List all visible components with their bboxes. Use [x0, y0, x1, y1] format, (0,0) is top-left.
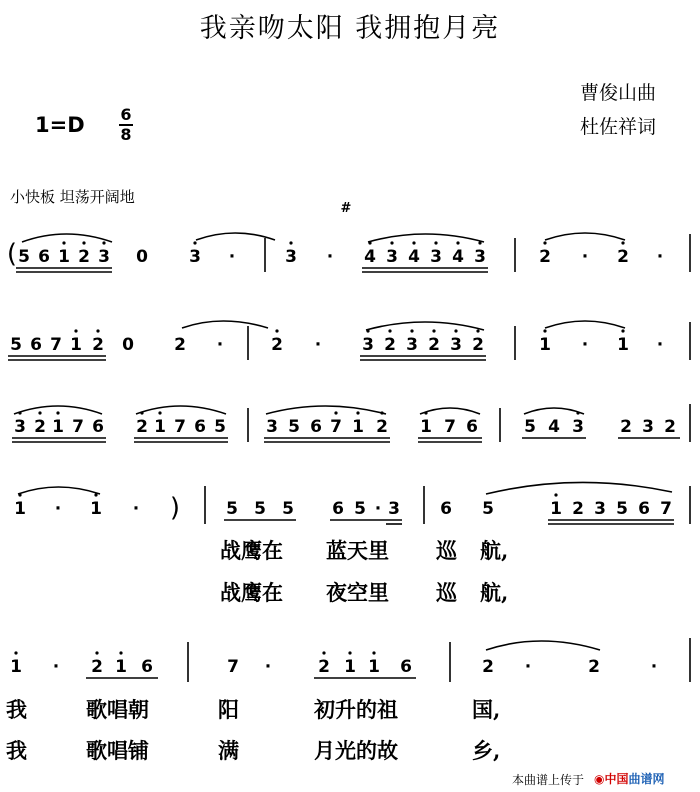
tempo-marking: 小快板 坦荡开阔地 [10, 188, 135, 206]
high-dot [478, 241, 481, 244]
row3-slurs [14, 406, 584, 414]
note: 1 [52, 417, 64, 437]
lyric-syllable: 月光的故 [314, 738, 398, 763]
note: · [216, 335, 224, 355]
high-dot [62, 241, 65, 244]
high-dot [289, 241, 292, 244]
note: 2 [78, 247, 90, 267]
note: 5 [282, 499, 294, 519]
lyric-syllable: 乡, [472, 738, 501, 763]
note: 2 [620, 417, 632, 437]
note: 5 [214, 417, 226, 437]
note: 7 [227, 657, 239, 677]
high-dot [158, 411, 161, 414]
note: 2 [428, 335, 440, 355]
logo-cn: 中国 [604, 772, 629, 786]
note: 3 [285, 247, 297, 267]
high-dot [94, 493, 97, 496]
slur [196, 233, 275, 240]
high-dot [74, 329, 77, 332]
high-dot [38, 411, 41, 414]
high-dot [390, 241, 393, 244]
high-dot [356, 411, 359, 414]
note: 3 [594, 499, 606, 519]
footer-text: 本曲谱上传于 [512, 773, 585, 787]
note: 7 [660, 499, 672, 519]
lyric-syllable: 我 [6, 738, 27, 763]
row2-octave-dots [74, 329, 624, 332]
lyric-syllable: 歌唱朝 [86, 697, 149, 722]
lyric-syllable: 初升的祖 [314, 697, 398, 722]
note: 1 [58, 247, 70, 267]
high-dot [82, 241, 85, 244]
row1-slurs [22, 233, 625, 242]
note: 2 [34, 417, 46, 437]
high-dot [554, 493, 557, 496]
high-dot [412, 241, 415, 244]
high-dot [621, 241, 624, 244]
note: 7 [72, 417, 84, 437]
lyric-syllable: 航, [480, 538, 509, 563]
note: 1 [550, 499, 562, 519]
note: 3 [388, 499, 400, 519]
note: 5 [616, 499, 628, 519]
note: · [524, 657, 532, 677]
note: 1 [368, 657, 380, 677]
row3-notes [14, 417, 676, 437]
note: 3 [98, 247, 110, 267]
high-dot [56, 411, 59, 414]
note: 3 [450, 335, 462, 355]
note: 2 [91, 657, 103, 677]
high-dot [380, 411, 383, 414]
note: 1 [420, 417, 432, 437]
note: 6 [466, 417, 478, 437]
note: 2 [572, 499, 584, 519]
logo-site: 曲谱网 [628, 772, 665, 786]
note: · [581, 335, 589, 355]
note: 2 [376, 417, 388, 437]
row1-octave-dots [62, 241, 624, 244]
high-dot [454, 329, 457, 332]
note: 3 [189, 247, 201, 267]
note: 6 [638, 499, 650, 519]
high-dot [275, 329, 278, 332]
lyric-syllable: 满 [218, 738, 239, 763]
high-dot [366, 329, 369, 332]
note: 3 [406, 335, 418, 355]
note: 6 [92, 417, 104, 437]
note: 4 [548, 417, 560, 437]
note: 1 [14, 499, 26, 519]
lyric-syllable: 战鹰在 [220, 580, 283, 605]
note: 7 [330, 417, 342, 437]
note: · [54, 499, 62, 519]
note: 3 [642, 417, 654, 437]
note: · [132, 499, 140, 519]
high-dot [102, 241, 105, 244]
high-dot [432, 329, 435, 332]
note: 2 [539, 247, 551, 267]
close-parenthesis: ) [169, 493, 181, 523]
high-dot [388, 329, 391, 332]
high-dot [14, 651, 17, 654]
high-dot [434, 241, 437, 244]
slur [22, 234, 112, 242]
note: 2 [318, 657, 330, 677]
lyric-syllable: 国, [472, 697, 501, 722]
note: 2 [271, 335, 283, 355]
slur [524, 408, 584, 414]
note: 0 [136, 247, 148, 267]
high-dot [372, 651, 375, 654]
note: 6 [440, 499, 452, 519]
slur [486, 641, 600, 650]
note: 2 [136, 417, 148, 437]
slur [266, 406, 386, 414]
row2-notes [10, 335, 663, 355]
note: 3 [572, 417, 584, 437]
row3-octave-dots [18, 411, 579, 414]
key-signature: 1=D [35, 113, 85, 137]
note: 3 [474, 247, 486, 267]
note: 6 [400, 657, 412, 677]
lyric-syllable: 阳 [218, 697, 239, 722]
note: 6 [30, 335, 42, 355]
high-dot [96, 329, 99, 332]
note: · [326, 247, 334, 267]
high-dot [476, 329, 479, 332]
note: 5 [482, 499, 494, 519]
high-dot [348, 651, 351, 654]
note: 6 [332, 499, 344, 519]
high-dot [576, 411, 579, 414]
high-dot [424, 411, 427, 414]
high-dot [334, 411, 337, 414]
lyric-syllable: 巡 [436, 538, 457, 563]
high-dot [543, 241, 546, 244]
note: 6 [38, 247, 50, 267]
note: 6 [194, 417, 206, 437]
note: 5 [354, 499, 366, 519]
lyric-syllable: 巡 [436, 580, 457, 605]
open-parenthesis: ( [6, 239, 18, 269]
high-dot [368, 241, 371, 244]
note: 1 [90, 499, 102, 519]
note: · [228, 247, 236, 267]
slur [18, 487, 100, 494]
note: 4 [452, 247, 464, 267]
high-dot [119, 651, 122, 654]
note: · [52, 657, 60, 677]
note: 2 [588, 657, 600, 677]
note: 2 [664, 417, 676, 437]
note: 4 [364, 247, 376, 267]
high-dot [621, 329, 624, 332]
sharp-sign: # [340, 201, 352, 216]
logo-mark-icon: ◉ [594, 772, 605, 786]
note: 2 [617, 247, 629, 267]
page-title: 我亲吻太阳 我拥抱月亮 [199, 13, 501, 44]
lyric-syllable: 夜空里 [326, 580, 389, 605]
note: 5 [18, 247, 30, 267]
note: 3 [386, 247, 398, 267]
note: 5 [226, 499, 238, 519]
note: 1 [352, 417, 364, 437]
lyric-syllable: 航, [480, 580, 509, 605]
note: 0 [122, 335, 134, 355]
note: 7 [174, 417, 186, 437]
note: 1 [617, 335, 629, 355]
note: 3 [362, 335, 374, 355]
high-dot [140, 411, 143, 414]
lyric-syllable: 歌唱铺 [86, 738, 149, 763]
high-dot [456, 241, 459, 244]
row5-octave-dots [14, 651, 375, 654]
note: 1 [344, 657, 356, 677]
note: 3 [266, 417, 278, 437]
note: 2 [174, 335, 186, 355]
note: 2 [384, 335, 396, 355]
time-signature-bottom: 8 [120, 125, 132, 144]
note: · [314, 335, 322, 355]
lyric-syllable: 战鹰在 [220, 538, 283, 563]
slur [136, 406, 226, 414]
high-dot [193, 241, 196, 244]
note: 5 [254, 499, 266, 519]
note: · [650, 657, 658, 677]
note: 1 [539, 335, 551, 355]
row1-beams [16, 234, 690, 272]
note: · [374, 499, 382, 519]
note: 2 [482, 657, 494, 677]
note: · [656, 335, 664, 355]
note: 1 [154, 417, 166, 437]
note: 1 [70, 335, 82, 355]
row3-beams [12, 404, 690, 442]
high-dot [322, 651, 325, 654]
note: 7 [50, 335, 62, 355]
lyric-syllable: 我 [6, 697, 27, 722]
row5-slurs [486, 641, 600, 650]
time-signature-top: 6 [120, 105, 132, 124]
note: 5 [288, 417, 300, 437]
high-dot [95, 651, 98, 654]
note: 1 [10, 657, 22, 677]
high-dot [18, 411, 21, 414]
note: · [581, 247, 589, 267]
note: 2 [472, 335, 484, 355]
note: 5 [10, 335, 22, 355]
slur [420, 408, 480, 414]
slur [368, 234, 484, 242]
row5-notes [10, 657, 657, 677]
note: 3 [14, 417, 26, 437]
slur [182, 321, 268, 328]
note: 5 [524, 417, 536, 437]
note: · [656, 247, 664, 267]
high-dot [18, 493, 21, 496]
note: 4 [408, 247, 420, 267]
note: 1 [115, 657, 127, 677]
row4-slurs [18, 482, 672, 494]
slur [366, 322, 484, 330]
note: 6 [141, 657, 153, 677]
note: · [264, 657, 272, 677]
note: 7 [444, 417, 456, 437]
row4-notes [14, 493, 672, 523]
lyric-syllable: 蓝天里 [326, 538, 389, 563]
slur [545, 321, 625, 328]
high-dot [543, 329, 546, 332]
slur [486, 482, 672, 494]
note: 3 [430, 247, 442, 267]
slur [545, 233, 625, 240]
site-logo[interactable] [594, 770, 665, 787]
lyricist-credit: 杜佐祥词 [580, 116, 657, 138]
note: 6 [310, 417, 322, 437]
note: 2 [92, 335, 104, 355]
composer-credit: 曹俊山曲 [580, 82, 657, 104]
high-dot [410, 329, 413, 332]
